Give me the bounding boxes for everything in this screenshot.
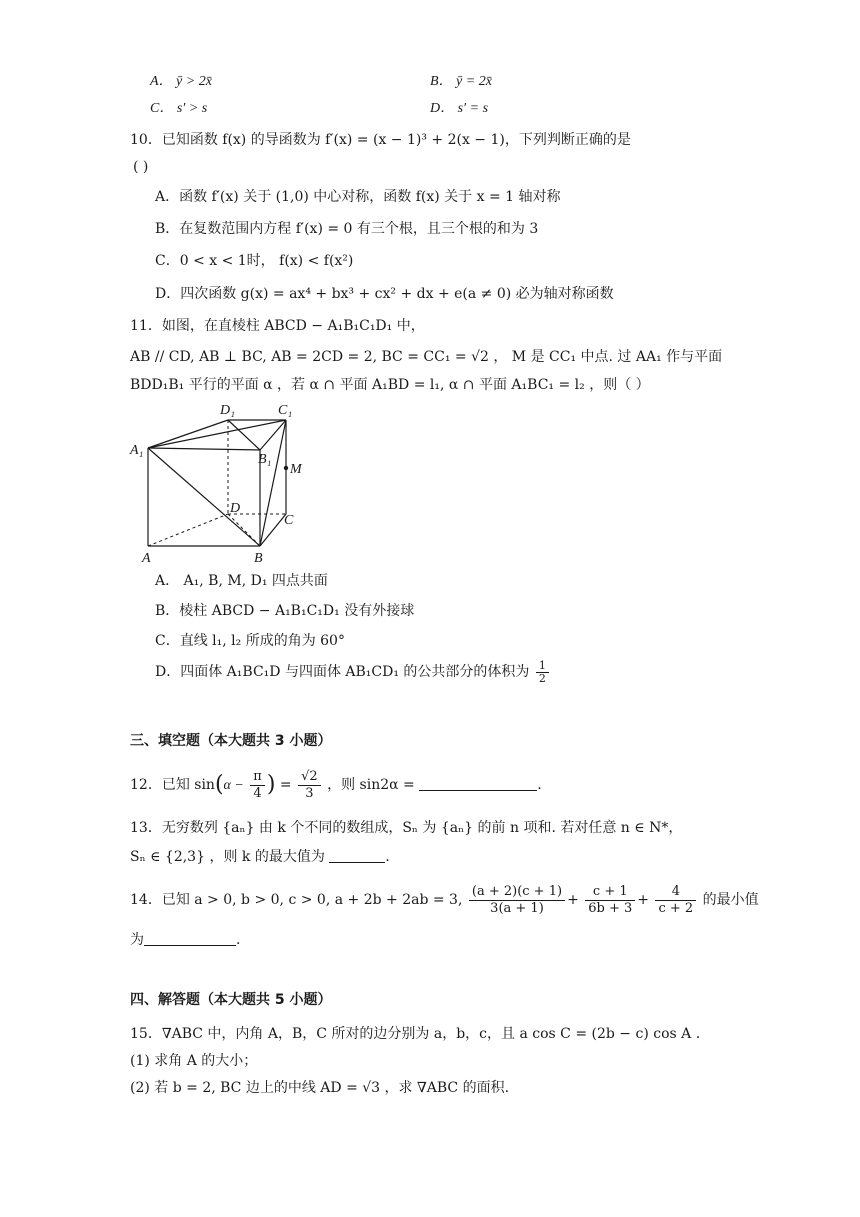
q12 — [130, 766, 542, 805]
q13-answer-blank[interactable] — [329, 848, 385, 863]
fraction-denominator: 6b + 3 — [588, 900, 633, 916]
q12-left-paren: ( — [214, 772, 224, 797]
q12-alpha-minus: α − — [223, 778, 244, 793]
q11-option-b: B．棱柱 ABCD − A₁B₁C₁D₁ 没有外接球 — [155, 603, 415, 619]
label-b: B — [254, 551, 263, 566]
q14-fraction-3 — [655, 884, 696, 917]
q10-option-d: D．四次函数 g(x) = ax⁴ + bx³ + cx² + dx + e(a ≠ 0) 必为轴对称函数 — [155, 286, 614, 302]
fraction-numerator: π — [250, 769, 265, 786]
edge-a1-b1 — [148, 448, 260, 450]
fraction-denominator: c + 2 — [658, 900, 694, 916]
q14-answer-blank[interactable] — [144, 931, 236, 946]
q13-line2-text: Sₙ ∈ {2,3} ，则 k 的最大值为 — [130, 849, 325, 865]
point-m — [284, 466, 288, 470]
q11-stem-line3: BDD₁B₁ 平行的平面 α ，若 α ∩ 平面 A₁BD = l₁, α ∩ 平面 A₁BC₁ = l₂ ，则（ ） — [130, 377, 650, 393]
q10-answer-paren: ( ) — [133, 159, 149, 175]
q11-stem-line1: 11．如图，在直棱柱 ABCD − A₁B₁C₁D₁ 中， — [130, 318, 425, 334]
fraction-numerator: √2 — [298, 769, 321, 786]
q10-stem: 10．已知函数 f(x) 的导函数为 f′(x) = (x − 1)³ + 2(x − 1)，下列判断正确的是 — [130, 132, 631, 148]
label-a1: A₁ — [130, 443, 144, 458]
q14-suffix: 的最小值 — [702, 892, 759, 908]
q10-option-c: C．0 < x < 1时， f(x) < f(x²) — [155, 253, 354, 269]
fraction-denominator: 4 — [253, 785, 262, 801]
q13-end: . — [385, 849, 390, 865]
q12-answer-blank[interactable] — [419, 776, 537, 791]
q12-value-fraction — [298, 769, 321, 802]
label-a: A — [142, 551, 151, 566]
q9-option-c: C． s′ > s — [150, 101, 208, 116]
q13-line2 — [130, 847, 390, 867]
q9-option-b: B． ȳ = 2x̄ — [430, 74, 492, 89]
label-d1: D₁ — [220, 403, 235, 418]
fraction-denominator: 3 — [305, 785, 314, 801]
section-3-title: 三、填空题（本大题共 3 小题） — [130, 733, 332, 749]
q14-plus-1: + — [567, 892, 579, 908]
q12-equals: = — [279, 777, 292, 793]
q14-fraction-1 — [469, 884, 565, 917]
hidden-edge-d-b — [228, 514, 260, 546]
fraction-numerator: (a + 2)(c + 1) — [469, 884, 565, 901]
fraction-denominator: 3(a + 1) — [490, 900, 544, 916]
q12-right-paren: ) — [266, 772, 276, 797]
q14-line2-text: 为 — [130, 932, 144, 948]
q14-end: . — [236, 932, 241, 948]
hidden-edge-a-d — [148, 514, 228, 546]
prism-figure — [128, 400, 308, 568]
edge-c1-b — [260, 420, 286, 546]
fraction-numerator: 1 — [536, 660, 549, 673]
q11-option-d — [155, 658, 551, 686]
q14-line2 — [130, 930, 240, 950]
label-d: D — [230, 501, 241, 516]
fraction-numerator: 4 — [655, 884, 696, 901]
q11-option-a: A． A₁, B, M, D₁ 四点共面 — [155, 573, 328, 589]
q12-pi-fraction — [250, 769, 265, 802]
q14-fraction-2 — [585, 884, 635, 917]
q9-option-d: D． s′ = s — [430, 101, 489, 116]
q15-part-2: (2) 若 b = 2, BC 边上的中线 AD = √3 ，求 ∇ABC 的面积. — [130, 1080, 510, 1096]
fraction-numerator: c + 1 — [585, 884, 635, 901]
q11-option-d-fraction — [536, 660, 549, 685]
q10-option-a: A．函数 f′(x) 关于 (1,0) 中心对称，函数 f(x) 关于 x = 1 轴对称 — [155, 189, 561, 205]
label-b1: B₁ — [258, 452, 272, 467]
q14-plus-2: + — [637, 892, 650, 908]
q9-option-a: A． ȳ > 2x̄ — [150, 74, 212, 89]
q12-prefix: 12．已知 sin — [130, 777, 215, 793]
q12-suffix: ，则 sin2α = — [327, 777, 415, 793]
section-4-title: 四、解答题（本大题共 5 小题） — [130, 992, 332, 1008]
q14-prefix: 14．已知 a > 0, b > 0, c > 0, a + 2b + 2ab = 3, — [130, 892, 463, 908]
label-c: C — [284, 513, 294, 528]
fraction-denominator: 2 — [538, 671, 546, 685]
q11-option-c: C．直线 l₁, l₂ 所成的角为 60° — [155, 633, 345, 649]
q12-end: . — [537, 777, 542, 793]
q14-line1 — [130, 880, 759, 920]
q10-option-b: B．在复数范围内方程 f′(x) = 0 有三个根，且三个根的和为 3 — [155, 221, 539, 237]
edge-d1-b1 — [228, 420, 260, 450]
q13-line1: 13．无穷数列 {aₙ} 由 k 个不同的数组成，Sₙ 为 {aₙ} 的前 n 项和. 若对任意 n ∈ N*， — [130, 820, 683, 836]
label-c1: C₁ — [278, 403, 293, 418]
q15-part-1: (1) 求角 A 的大小； — [130, 1053, 258, 1069]
q15-stem: 15．∇ABC 中，内角 A，B，C 所对的边分别为 a，b，c，且 a cos C = (2b − c) cos A . — [130, 1026, 701, 1042]
q11-option-d-text: D．四面体 A₁BC₁D 与四面体 AB₁CD₁ 的公共部分的体积为 — [155, 664, 530, 680]
label-m: M — [290, 462, 302, 477]
edge-a1-b — [148, 448, 260, 546]
q11-stem-line2: AB // CD, AB ⊥ BC, AB = 2CD = 2, BC = CC₁ = √2 ， M 是 CC₁ 中点. 过 AA₁ 作与平面 — [130, 349, 723, 365]
